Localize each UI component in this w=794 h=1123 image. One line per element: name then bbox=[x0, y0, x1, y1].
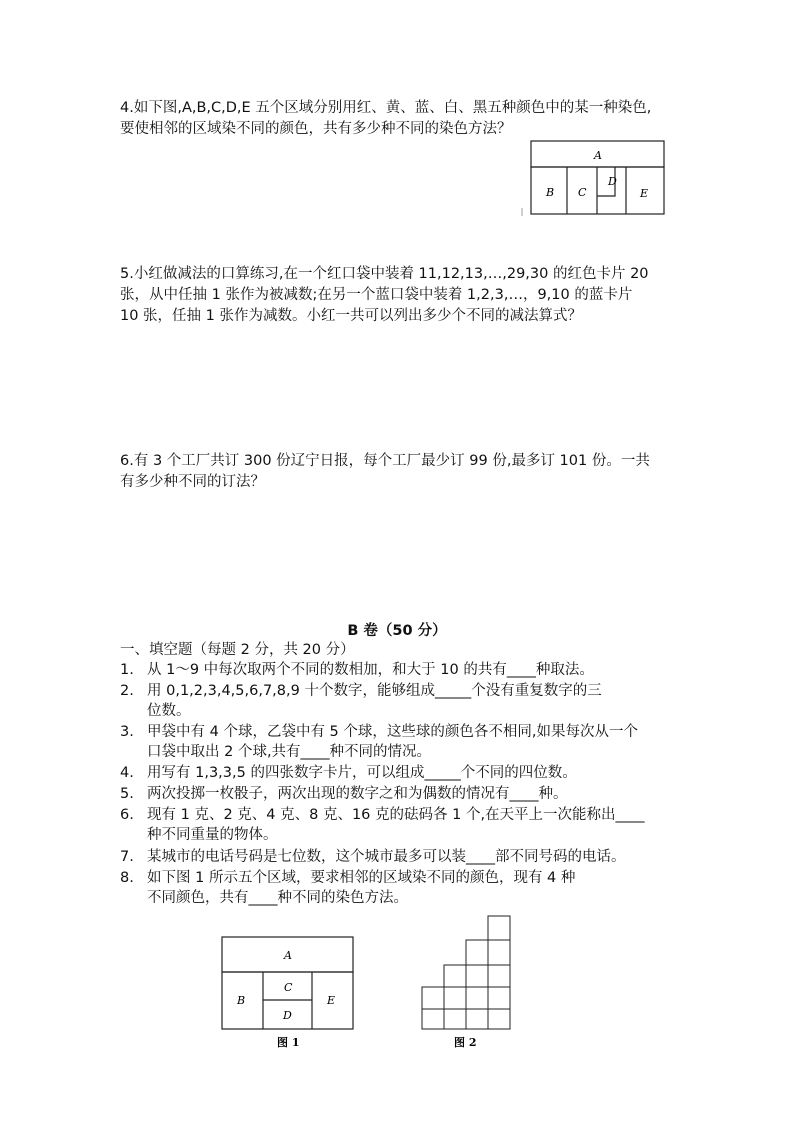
fig1-label-b: B bbox=[237, 994, 246, 1007]
figure-2-caption: 图 2 bbox=[454, 1036, 477, 1049]
p4-label-e: E bbox=[640, 187, 649, 200]
item-4-text: 用写有 1,3,3,5 的四张数字卡片，可以组成_____个不同的四位数。 bbox=[147, 765, 577, 781]
item-6-text-1: 现有 1 克、2 克、4 克、8 克、16 克的砝码各 1 个,在天平上一次能称出____ bbox=[147, 807, 645, 823]
item-4-number: 4. bbox=[120, 765, 134, 781]
item-3-text-1: 甲袋中有 4 个球，乙袋中有 5 个球，这些球的颜色各不相同,如果每次从一个 bbox=[147, 724, 638, 740]
fig1-label-d: D bbox=[283, 1009, 292, 1022]
item-2-text-2: 位数。 bbox=[147, 703, 191, 719]
p4-label-b: B bbox=[546, 186, 555, 199]
fig1-label-a: A bbox=[284, 949, 292, 962]
problem-4-line-2: 要使相邻的区域染不同的颜色，共有多少种不同的染色方法？ bbox=[120, 121, 512, 137]
item-3-text-2: 口袋中取出 2 个球,共有____种不同的情况。 bbox=[147, 744, 432, 760]
problem-5-line-3: 10 张，任抽 1 张作为减数。小红一共可以列出多少个不同的减法算式？ bbox=[120, 308, 583, 324]
item-8-number: 8. bbox=[120, 870, 134, 886]
figure-1-caption: 图 1 bbox=[277, 1036, 300, 1049]
problem-4-figure bbox=[520, 138, 670, 220]
item-2-number: 2. bbox=[120, 683, 134, 699]
fig1-label-e: E bbox=[327, 994, 336, 1007]
item-8-text-1: 如下图 1 所示五个区域，要求相邻的区域染不同的颜色，现有 4 种 bbox=[147, 870, 576, 886]
item-5-text: 两次投掷一枚骰子，两次出现的数字之和为偶数的情况有____种。 bbox=[147, 786, 568, 802]
item-1-number: 1. bbox=[120, 662, 134, 678]
item-7-number: 7. bbox=[120, 849, 134, 865]
problem-4-line-1: 4.如下图,A,B,C,D,E 五个区域分别用红、黄、蓝、白、黑五种颜色中的某一种染色, bbox=[120, 100, 652, 116]
p4-label-a: A bbox=[594, 149, 602, 162]
item-1-text: 从 1～9 中每次取两个不同的数相加，和大于 10 的共有____种取法。 bbox=[147, 662, 594, 678]
item-6-text-2: 种不同重量的物体。 bbox=[147, 827, 278, 843]
item-6-number: 6. bbox=[120, 807, 134, 823]
problem-6-line-2: 有多少种不同的订法？ bbox=[120, 474, 265, 490]
problem-5-line-1: 5.小红做减法的口算练习,在一个红口袋中装着 11,12,13,…,29,30 的红色卡片 20 bbox=[120, 266, 649, 282]
item-7-text: 某城市的电话号码是七位数，这个城市最多可以装____部不同号码的电话。 bbox=[147, 849, 626, 865]
item-8-text-2: 不同颜色，共有____种不同的染色方法。 bbox=[147, 890, 408, 906]
problem-6-line-1: 6.有 3 个工厂共订 300 份辽宁日报，每个工厂最少订 99 份,最多订 101 份。一共 bbox=[120, 453, 650, 469]
section-b-part1-heading: 一、填空题（每题 2 分，共 20 分） bbox=[120, 642, 355, 658]
item-2-text-1: 用 0,1,2,3,4,5,6,7,8,9 十个数字，能够组成_____个没有重复数字的三 bbox=[147, 683, 602, 699]
figure-1 bbox=[218, 934, 358, 1056]
figure-2 bbox=[418, 913, 518, 1056]
item-5-number: 5. bbox=[120, 786, 134, 802]
item-3-number: 3. bbox=[120, 724, 134, 740]
problem-5-line-2: 张，从中任抽 1 张作为被减数;在另一个蓝口袋中装着 1,2,3,…，9,10 的蓝卡片 bbox=[120, 287, 633, 303]
section-b-title: B 卷（50 分） bbox=[347, 623, 447, 639]
fig1-label-c: C bbox=[284, 981, 293, 994]
p4-label-c: C bbox=[578, 186, 587, 199]
p4-label-d: D bbox=[608, 175, 617, 188]
